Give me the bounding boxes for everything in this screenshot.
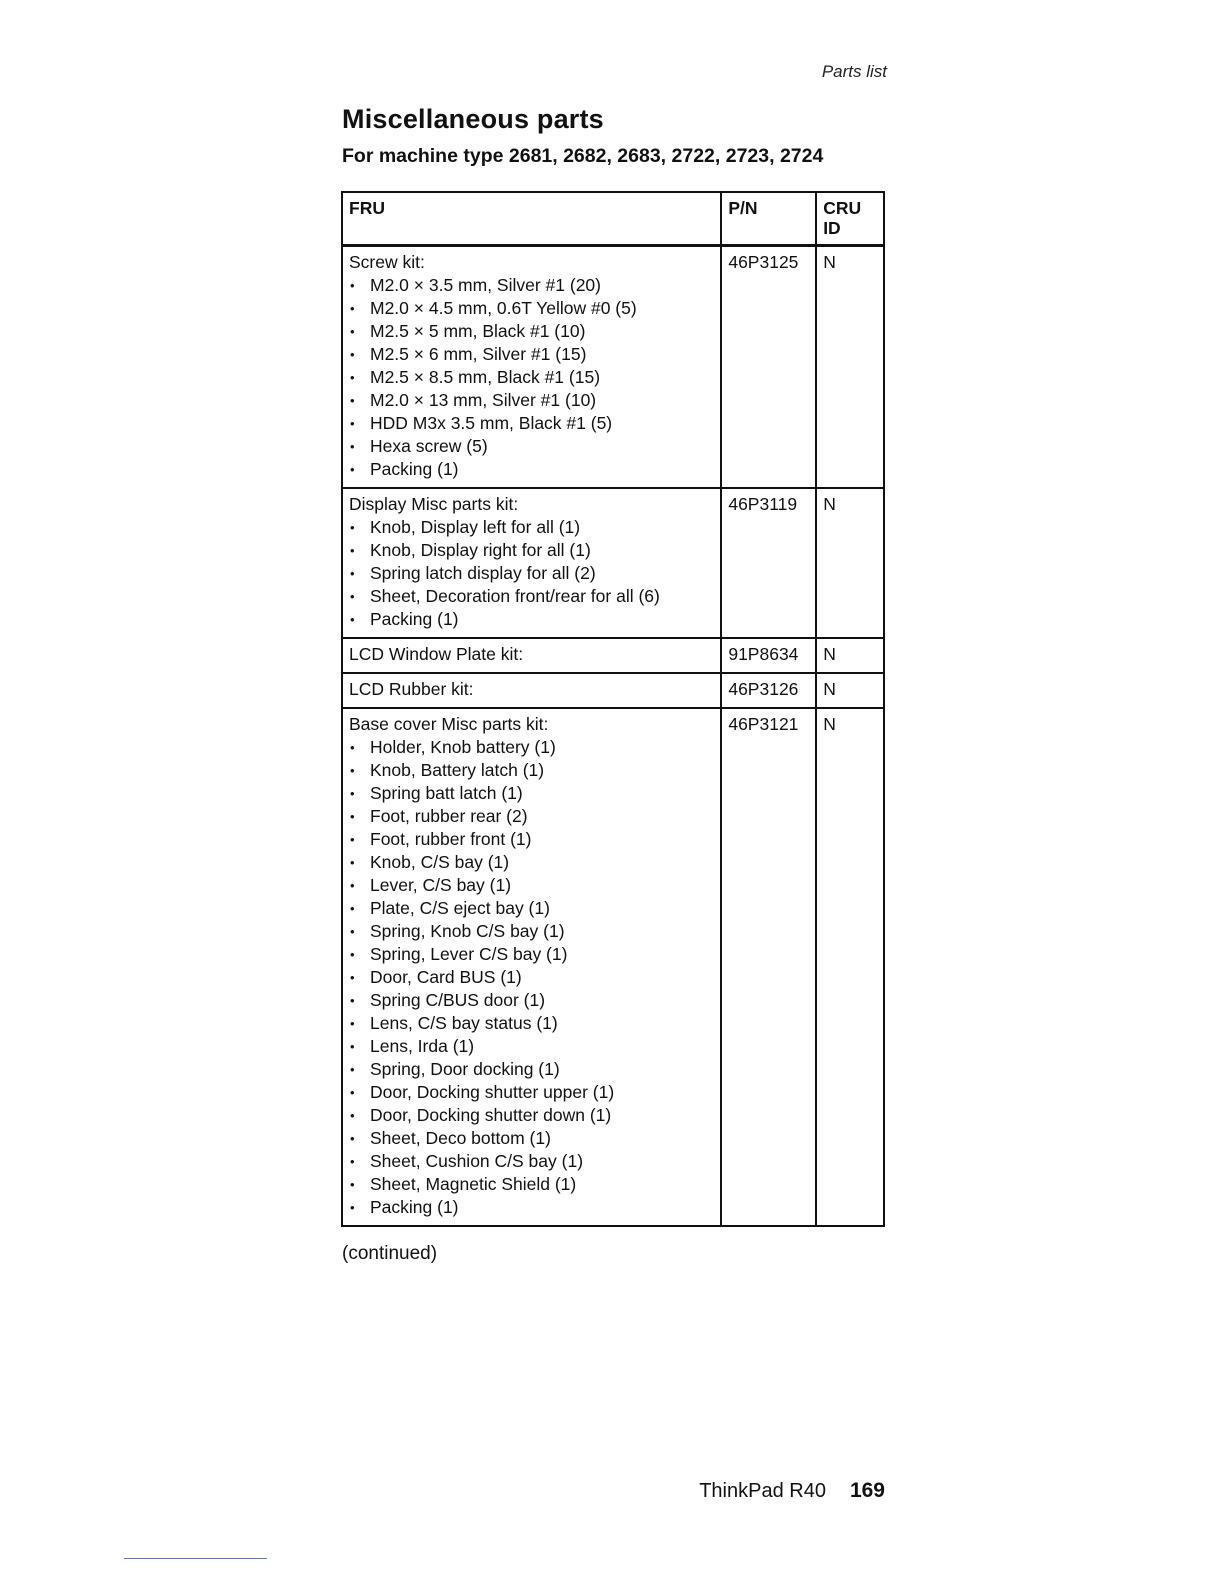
cru-id-cell: N	[816, 673, 884, 708]
fru-name: Screw kit:	[349, 252, 425, 272]
list-item: • Holder, Knob battery (1)	[349, 736, 714, 759]
list-item: • Door, Card BUS (1)	[349, 966, 714, 989]
cru-id-cell: N	[816, 708, 884, 1226]
list-item: • Door, Docking shutter upper (1)	[349, 1081, 714, 1104]
list-item: • Door, Docking shutter down (1)	[349, 1104, 714, 1127]
list-item: • Hexa screw (5)	[349, 435, 714, 458]
list-item: • Spring batt latch (1)	[349, 782, 714, 805]
part-number-cell: 46P3119	[721, 488, 816, 638]
list-item: • Lever, C/S bay (1)	[349, 874, 714, 897]
continued-note: (continued)	[342, 1243, 438, 1264]
list-item: • Spring, Lever C/S bay (1)	[349, 943, 714, 966]
fru-cell	[342, 673, 721, 708]
table-row	[342, 673, 884, 708]
fru-name: LCD Rubber kit:	[349, 679, 474, 699]
list-item: • Lens, C/S bay status (1)	[349, 1012, 714, 1035]
fru-cell	[342, 638, 721, 673]
fru-cell	[342, 708, 721, 1226]
column-header-fru: FRU	[342, 192, 721, 246]
cru-id-cell: N	[816, 638, 884, 673]
list-item: • Spring C/BUS door (1)	[349, 989, 714, 1012]
table-row	[342, 246, 884, 489]
list-item: • M2.5 × 5 mm, Black #1 (10)	[349, 320, 714, 343]
list-item: • Lens, Irda (1)	[349, 1035, 714, 1058]
fru-name: Base cover Misc parts kit:	[349, 714, 549, 734]
column-header-pn: P/N	[721, 192, 816, 246]
list-item: • Knob, Display right for all (1)	[349, 539, 714, 562]
fru-cell	[342, 488, 721, 638]
page-title: Miscellaneous parts	[342, 104, 604, 134]
page-subtitle: For machine type 2681, 2682, 2683, 2722, 2723, 2724	[342, 145, 824, 167]
list-item: • HDD M3x 3.5 mm, Black #1 (5)	[349, 412, 714, 435]
page-footer	[600, 1479, 885, 1503]
list-item: • Foot, rubber rear (2)	[349, 805, 714, 828]
table-row	[342, 488, 884, 638]
part-number-cell: 91P8634	[721, 638, 816, 673]
part-number-cell: 46P3126	[721, 673, 816, 708]
list-item: • Knob, Display left for all (1)	[349, 516, 714, 539]
list-item: • M2.0 × 13 mm, Silver #1 (10)	[349, 389, 714, 412]
table-row	[342, 708, 884, 1226]
list-item: • Knob, C/S bay (1)	[349, 851, 714, 874]
fru-cell	[342, 246, 721, 489]
cru-id-cell: N	[816, 246, 884, 489]
list-item: • Sheet, Deco bottom (1)	[349, 1127, 714, 1150]
table-row	[342, 638, 884, 673]
footer-product: ThinkPad R40	[699, 1480, 826, 1502]
list-item: • M2.0 × 4.5 mm, 0.6T Yellow #0 (5)	[349, 297, 714, 320]
column-header-cru-id-label: CRU ID	[823, 198, 862, 238]
part-number-cell: 46P3121	[721, 708, 816, 1226]
fru-name: LCD Window Plate kit:	[349, 644, 524, 664]
parts-table-body	[342, 246, 884, 1227]
list-item: • Knob, Battery latch (1)	[349, 759, 714, 782]
list-item: • Plate, C/S eject bay (1)	[349, 897, 714, 920]
list-item: • Packing (1)	[349, 458, 714, 481]
list-item: • Sheet, Magnetic Shield (1)	[349, 1173, 714, 1196]
list-item: • M2.0 × 3.5 mm, Silver #1 (20)	[349, 274, 714, 297]
list-item: • Packing (1)	[349, 1196, 714, 1219]
list-item: • Packing (1)	[349, 608, 714, 631]
list-item: • Sheet, Decoration front/rear for all (6)	[349, 585, 714, 608]
cru-id-cell: N	[816, 488, 884, 638]
fru-item-list	[349, 736, 714, 1219]
list-item: • Foot, rubber front (1)	[349, 828, 714, 851]
fru-name: Display Misc parts kit:	[349, 494, 519, 514]
footer-rule	[124, 1558, 267, 1559]
parts-table	[341, 191, 885, 1227]
list-item: • Sheet, Cushion C/S bay (1)	[349, 1150, 714, 1173]
fru-item-list	[349, 274, 714, 481]
running-header: Parts list	[821, 62, 887, 81]
part-number-cell: 46P3125	[721, 246, 816, 489]
list-item: • M2.5 × 8.5 mm, Black #1 (15)	[349, 366, 714, 389]
list-item: • Spring, Door docking (1)	[349, 1058, 714, 1081]
table-header-row	[342, 192, 884, 246]
column-header-cru-id	[816, 192, 884, 246]
list-item: • Spring, Knob C/S bay (1)	[349, 920, 714, 943]
page-number: 169	[849, 1479, 885, 1502]
list-item: • Spring latch display for all (2)	[349, 562, 714, 585]
fru-item-list	[349, 516, 714, 631]
list-item: • M2.5 × 6 mm, Silver #1 (15)	[349, 343, 714, 366]
